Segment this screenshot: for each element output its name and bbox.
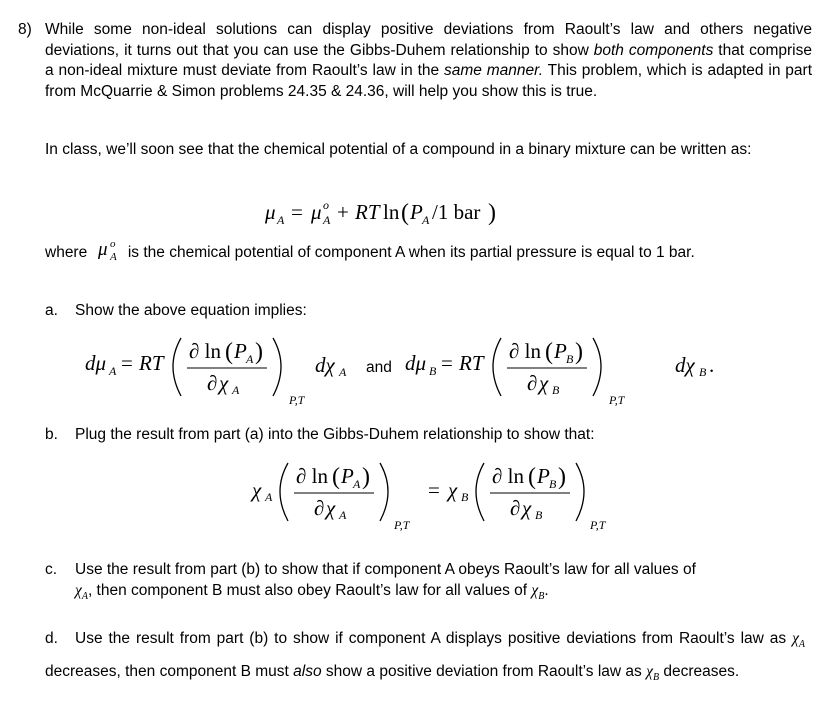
svg-text:∂: ∂ [207,371,218,395]
svg-text:): ) [575,339,583,365]
svg-text:dχ: dχ [315,353,335,377]
main-equation-svg [265,196,565,230]
svg-text:∂ ln: ∂ ln [296,464,328,488]
part-c: c. Use the result from part (b) to show that if component A obeys Raoult’s law for all values of $\chi_A$, then component B must also obey Raoult’s law for all values of $\chi_B$. [45,561,696,602]
svg-text:=: = [291,200,303,224]
svg-text:P: P [554,339,567,363]
where-paragraph: where μ o A is the chemical potential of component A when its partial pressure is equal to 1 bar. [45,240,695,262]
svg-text:=: = [441,351,453,375]
svg-text:A: A [109,364,117,378]
svg-text:χ: χ [522,496,532,520]
svg-text:o: o [323,198,329,212]
svg-text:χ: χ [326,496,336,520]
svg-text:(: ( [225,339,233,365]
svg-text:∂ ln: ∂ ln [509,339,541,363]
svg-text:μ: μ [265,200,276,224]
svg-text:B: B [535,508,543,522]
svg-text:/1 bar: /1 bar [432,200,481,224]
chi-b-symbol: $\chi_B$ [531,581,545,602]
svg-text:P,T: P,T [590,518,606,532]
chi-b-symbol-d: $\chi_B$ [646,663,660,684]
svg-text:A: A [232,383,240,397]
mu-zero-a-symbol [94,240,122,262]
svg-text:∂ ln: ∂ ln [492,464,524,488]
svg-text:A: A [246,352,254,366]
svg-text:B: B [699,365,707,379]
svg-text:χ: χ [252,478,262,502]
part-a-equation-svg [85,332,735,412]
svg-text:dχ: dχ [675,353,695,377]
svg-text:B: B [566,352,574,366]
part-a: a. Show the above equation implies: [45,302,307,319]
svg-text:dμ: dμ [85,351,107,375]
svg-text:.: . [709,353,715,377]
svg-text:A: A [422,213,430,227]
svg-text:(: ( [528,464,536,490]
svg-text:P: P [341,464,354,488]
svg-text:): ) [362,464,370,490]
svg-text:A: A [339,508,347,522]
chemical-potential-paragraph: In class, we’ll soon see that the chemical potential of a compound in a binary mixture can be written as: [45,141,752,158]
svg-text:P: P [537,464,550,488]
main-equation [265,196,565,235]
svg-text:): ) [558,464,566,490]
svg-text:A: A [277,213,285,227]
svg-text:=: = [121,351,133,375]
svg-text:B: B [549,477,557,491]
svg-text:∂ ln: ∂ ln [189,339,221,363]
svg-text:ln: ln [383,200,400,224]
svg-text:B: B [461,490,469,504]
part-d: d. Use the result from part (b) to show if component A displays positive deviations from Raoult’s law as $\chi_A$ decreases, then component B must also show a positive deviation from Raoult’s law as $\chi_B$ decreases. [45,630,805,684]
part-b-equation-svg [252,457,632,537]
svg-text:P: P [410,200,423,224]
svg-text:P,T: P,T [609,393,625,407]
chi-a-symbol: $\chi_A$ [75,581,88,602]
svg-text:): ) [488,200,496,226]
svg-text:∂: ∂ [314,496,325,520]
svg-text:A: A [353,477,361,491]
svg-text:A: A [265,490,273,504]
svg-text:μ: μ [97,240,108,260]
svg-text:B: B [552,383,560,397]
svg-text:A: A [109,251,117,262]
svg-text:): ) [255,339,263,365]
svg-text:RT: RT [139,351,164,375]
svg-text:P,T: P,T [289,393,305,407]
chi-a-symbol-d: $\chi_A$ [792,630,805,651]
part-b-equation [252,457,632,542]
svg-text:dμ: dμ [405,351,427,375]
svg-text:μ: μ [311,200,322,224]
problem-number: 8) [18,21,32,38]
svg-text:(: ( [332,464,340,490]
svg-text:o: o [109,240,116,250]
svg-text:χ: χ [448,478,458,502]
svg-text:(: ( [545,339,553,365]
svg-text:(: ( [401,200,409,226]
svg-text:A: A [339,365,347,379]
and-label: and [366,359,392,376]
svg-text:χ: χ [219,371,229,395]
svg-text:∂: ∂ [527,371,538,395]
problem-intro-text: While some non-ideal solutions can display positive deviations from Raoult’s law and others negative deviations, it turns out that you can use the Gibbs-Duhem relationship to show both components that comprise a non-ideal mixture must deviate from Raoult’s law in the same manner. This problem, which is adapted in part from McQuarrie & Simon problems 24.35 & 24.36, will help you show this is true. [45,21,813,100]
part-b: b. Plug the result from part (a) into the Gibbs-Duhem relationship to show that: [45,426,595,443]
svg-text:A: A [323,213,331,227]
svg-text:χ: χ [539,371,549,395]
svg-text:+: + [337,200,349,224]
svg-text:RT: RT [459,351,484,375]
svg-text:=: = [428,478,440,502]
svg-text:P,T: P,T [394,518,410,532]
svg-text:RT: RT [355,200,380,224]
svg-text:B: B [429,364,437,378]
svg-text:∂: ∂ [510,496,521,520]
part-a-equation [85,332,735,417]
svg-text:P: P [234,339,247,363]
